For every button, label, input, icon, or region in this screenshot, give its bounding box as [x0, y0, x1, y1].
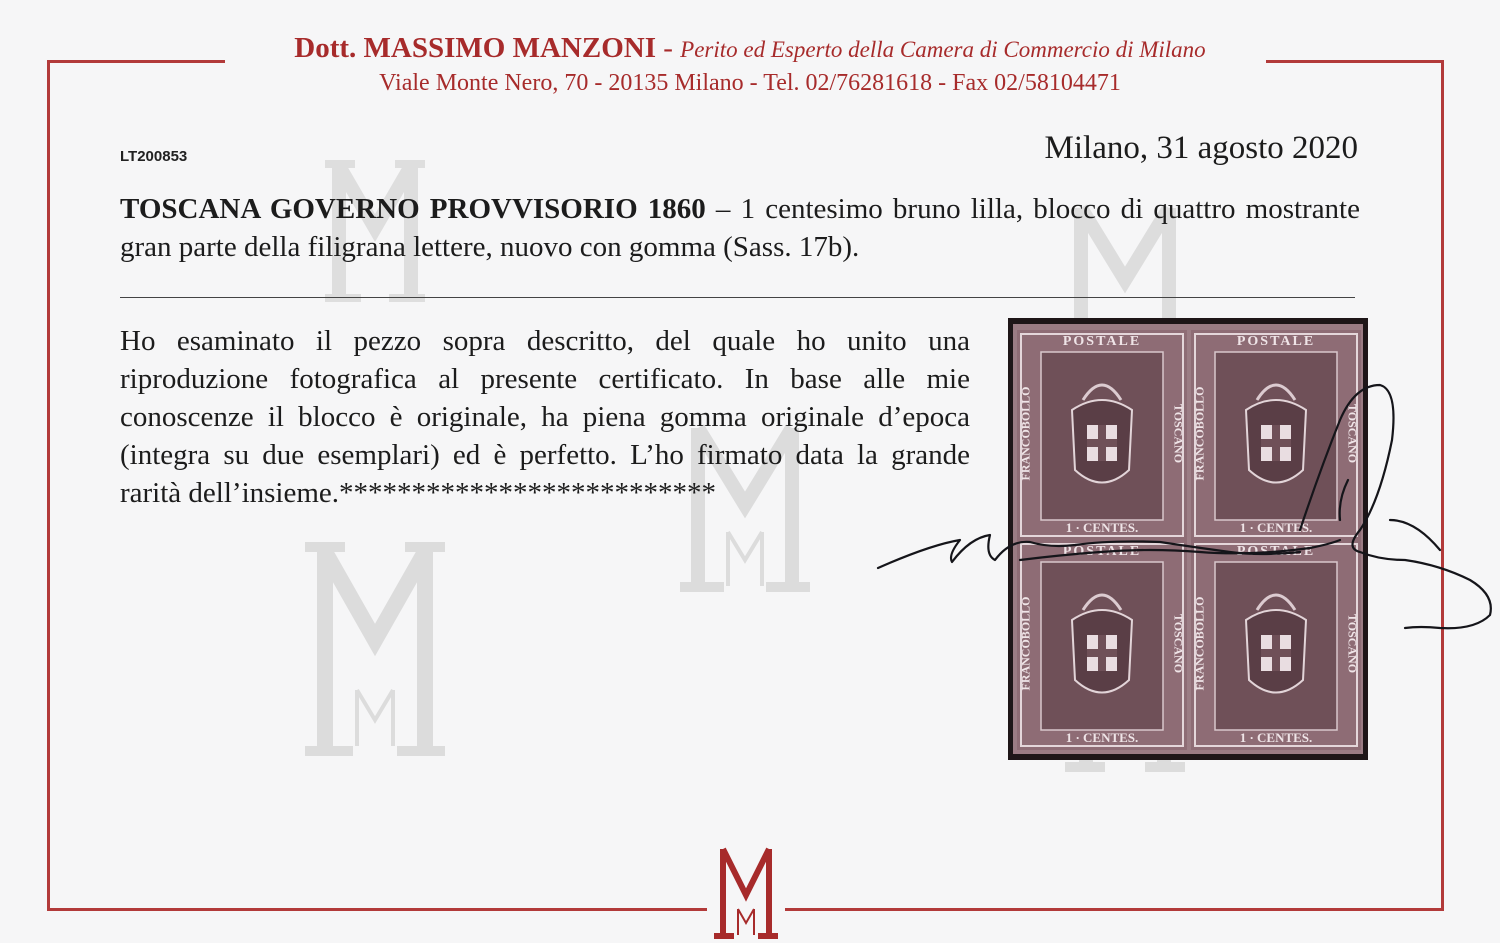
frame-bottom-right [785, 908, 1444, 911]
stamp-bottom-label: 1 · CENTES. [1065, 730, 1139, 745]
stamp-right-label: TOSCANO [1345, 403, 1360, 464]
expert-address: Viale Monte Nero, 70 - 20135 Milano - Tel. 02/76281618 - Fax 02/58104471 [379, 70, 1121, 96]
stamp-right-label: TOSCANO [1171, 403, 1186, 464]
stamp-bottom-label: 1 · CENTES. [1239, 730, 1313, 745]
stamp-top-label: POSTALE [1236, 544, 1316, 559]
stamp [1191, 540, 1361, 750]
stamp-bottom-label: 1 · CENTES. [1065, 520, 1139, 535]
frame-right [1441, 60, 1444, 911]
stamp-block-photo [1013, 324, 1363, 754]
expert-name: Dott. MASSIMO MANZONI [294, 32, 656, 64]
expert-header [0, 32, 1500, 65]
stamp-right-label: TOSCANO [1171, 613, 1186, 674]
stamp-art-icon [1017, 330, 1187, 540]
stamp-top-label: POSTALE [1062, 544, 1142, 559]
stamp-bottom-label: 1 · CENTES. [1239, 520, 1313, 535]
frame-left [47, 60, 50, 911]
certificate-body: Ho esaminato il pezzo sopra descritto, del quale ho unito una riproduzione fotografica al presente certificato. In base alle mie conoscenze il blocco è originale, ha piena gomma originale d’epoca (integra su due esemplari) ed è perfetto. L’ho firmato data la grande rarità dell’insieme.************************** [120, 325, 970, 509]
frame-bottom-left [47, 908, 707, 911]
stamp-top-label: POSTALE [1236, 334, 1316, 349]
stamp-art-icon [1017, 540, 1187, 750]
stamp-top-label: POSTALE [1062, 334, 1142, 349]
item-description-lead: TOSCANA GOVERNO PROVVISORIO 1860 [120, 193, 706, 225]
monogram-logo-icon [714, 843, 778, 943]
certificate-date: Milano, 31 agosto 2020 [1044, 130, 1358, 166]
stamp-art-icon [1191, 330, 1361, 540]
expert-title: Perito ed Esperto della Camera di Commercio di Milano [680, 37, 1206, 62]
stamp [1191, 330, 1361, 540]
watermark-monogram-icon [305, 540, 445, 760]
stamp-left-label: FRANCOBOLLO [1192, 386, 1207, 481]
stamp-right-label: TOSCANO [1345, 613, 1360, 674]
item-description [120, 190, 1360, 266]
header-separator: - [663, 32, 673, 64]
stamp-left-label: FRANCOBOLLO [1018, 386, 1033, 481]
divider [120, 297, 1355, 298]
stamp-left-label: FRANCOBOLLO [1018, 596, 1033, 691]
stamp [1017, 330, 1187, 540]
item-description-rest: – 1 centesimo bruno lilla, blocco di quattro mostrante gran parte della filigrana lettere, nuovo con gomma (Sass. 17b). [120, 193, 1360, 263]
certificate-reference: LT200853 [120, 148, 188, 165]
stamp [1017, 540, 1187, 750]
stamp-art-icon [1191, 540, 1361, 750]
stamp-left-label: FRANCOBOLLO [1192, 596, 1207, 691]
